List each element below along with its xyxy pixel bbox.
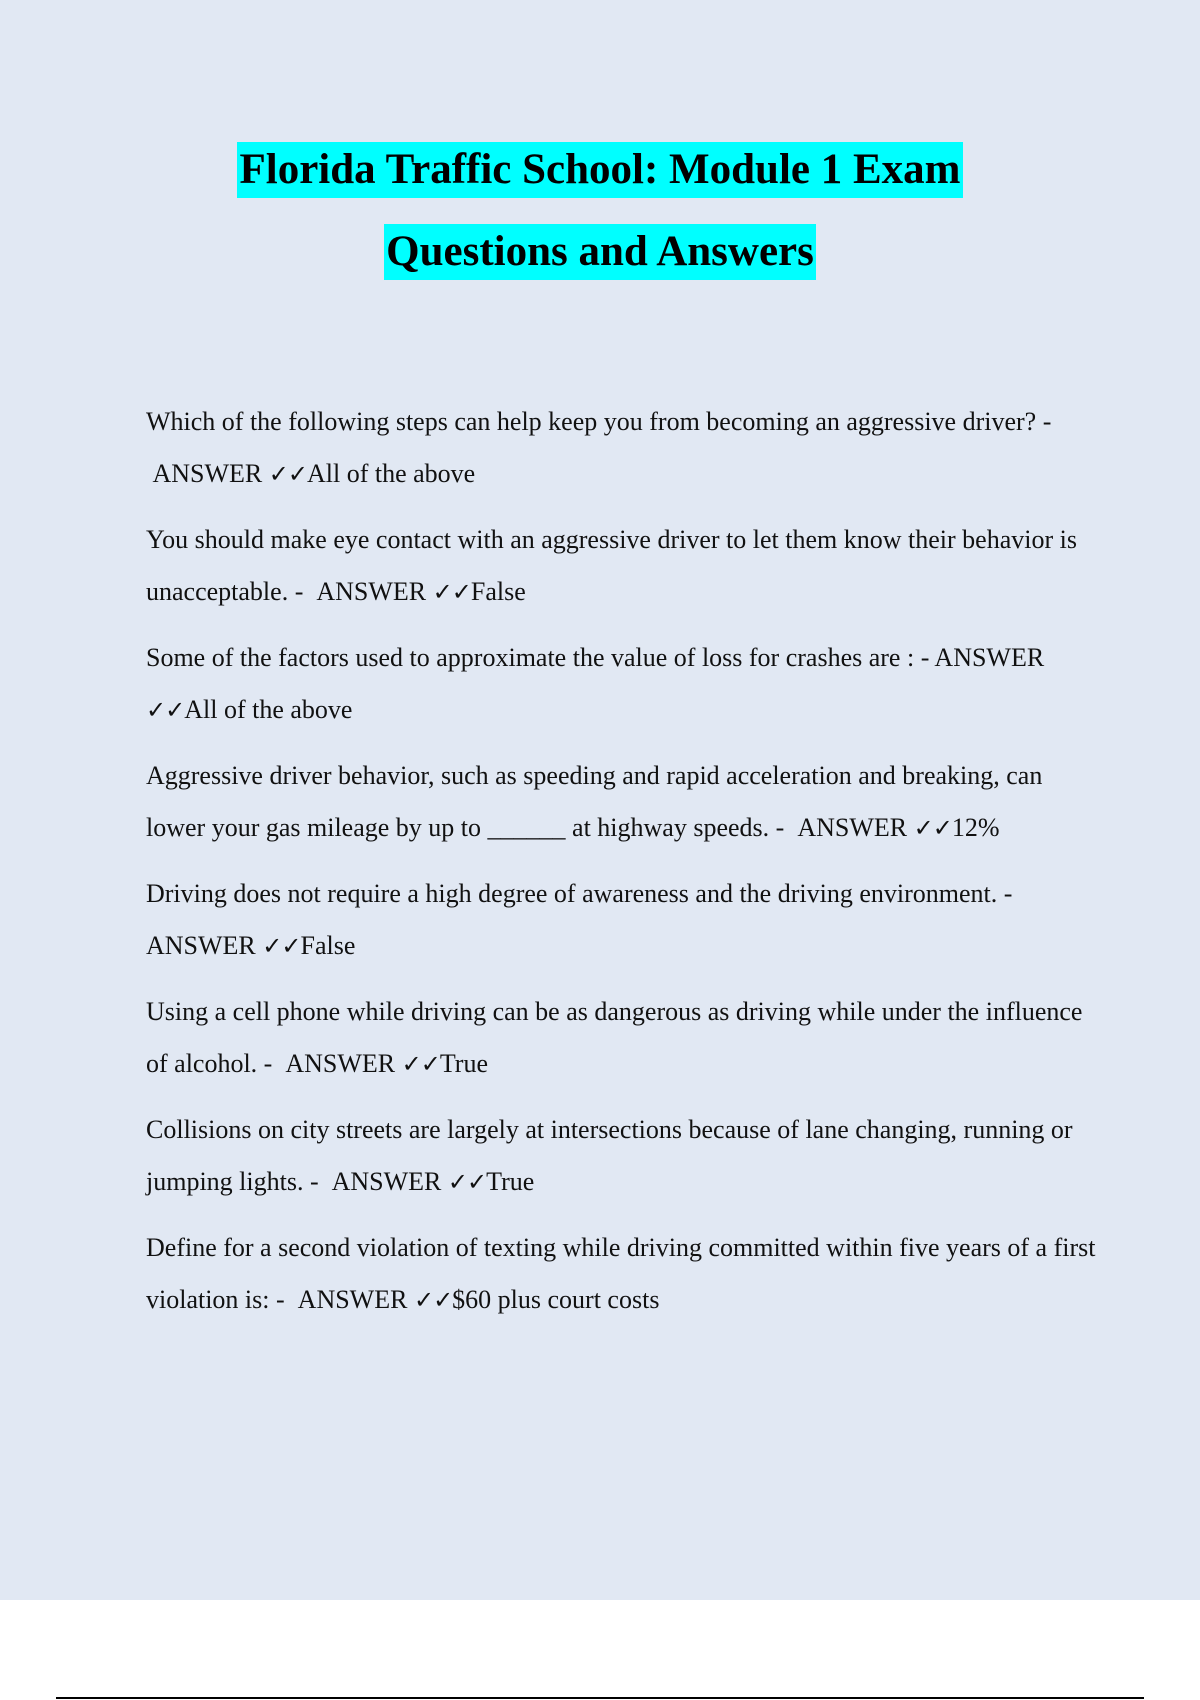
- qa-list: [146, 396, 1096, 1340]
- title-line-1: Florida Traffic School: Module 1 Exam: [237, 142, 962, 198]
- footer-divider: [56, 1697, 1144, 1699]
- answer-label: ANSWER: [285, 1049, 396, 1078]
- qa-item: [146, 868, 1096, 972]
- answer-label: ANSWER: [331, 1167, 442, 1196]
- answer-text: All of the above: [184, 695, 353, 724]
- question-text: Collisions on city streets are largely at intersections because of lane changing, running or jumping lights. -: [146, 1115, 1073, 1196]
- answer-text: 12%: [951, 813, 1000, 842]
- question-text: You should make eye contact with an aggressive driver to let them know their behavior is unacceptable. -: [146, 525, 1077, 606]
- double-check-icon: ✓✓: [913, 814, 952, 842]
- qa-item: [146, 632, 1096, 736]
- double-check-icon: ✓✓: [413, 1286, 453, 1314]
- answer-label: ANSWER: [152, 459, 263, 488]
- question-text: Which of the following steps can help keep you from becoming an aggressive driver? -: [146, 407, 1052, 436]
- qa-item: [146, 986, 1096, 1090]
- qa-item: [146, 396, 1096, 500]
- qa-item: [146, 1222, 1096, 1326]
- document-title: [0, 142, 1200, 306]
- answer-label: ANSWER: [934, 643, 1045, 672]
- answer-label: ANSWER: [146, 931, 256, 960]
- double-check-icon: ✓✓: [262, 932, 301, 960]
- answer-text: True: [486, 1167, 535, 1196]
- answer-label: ANSWER: [316, 577, 427, 606]
- question-text: Driving does not require a high degree of awareness and the driving environment. -: [146, 879, 1013, 908]
- qa-item: [146, 1104, 1096, 1208]
- qa-item: [146, 750, 1096, 854]
- answer-text: False: [470, 577, 526, 606]
- question-text: Some of the factors used to approximate the value of loss for crashes are : -: [146, 643, 935, 672]
- double-check-icon: ✓✓: [432, 578, 471, 606]
- answer-label: ANSWER: [297, 1285, 408, 1314]
- question-text: Using a cell phone while driving can be as dangerous as driving while under the influence of alcohol. -: [146, 997, 1083, 1078]
- answer-text: True: [439, 1049, 489, 1078]
- title-line-2: Questions and Answers: [384, 224, 816, 280]
- answer-text: False: [300, 931, 356, 960]
- answer-label: ANSWER: [797, 813, 908, 842]
- question-text: Define for a second violation of texting while driving committed within five years of a first violation is: -: [146, 1233, 1096, 1314]
- double-check-icon: ✓✓: [401, 1050, 440, 1078]
- double-check-icon: ✓✓: [268, 460, 307, 488]
- double-check-icon: ✓✓: [447, 1168, 487, 1196]
- answer-text: $60 plus court costs: [452, 1285, 660, 1314]
- qa-item: [146, 514, 1096, 618]
- answer-text: All of the above: [307, 459, 476, 488]
- double-check-icon: ✓✓: [146, 696, 185, 724]
- question-text: Aggressive driver behavior, such as speeding and rapid acceleration and breaking, can lower your gas mileage by up to ______ at highway speeds. -: [146, 761, 1043, 842]
